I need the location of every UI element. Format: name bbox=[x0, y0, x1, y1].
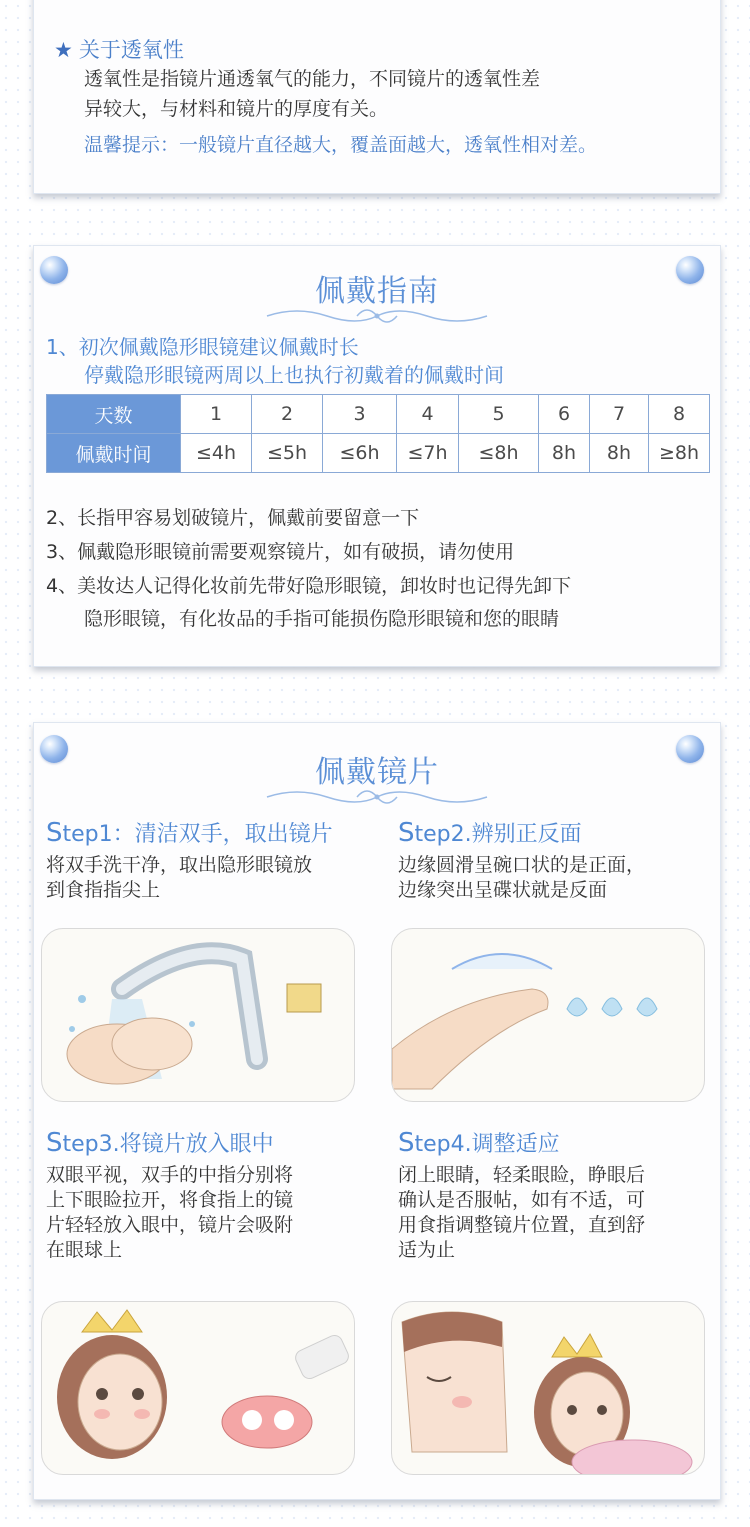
guide-point-1-line-2: 停戴隐形眼镜两周以上也执行初戴着的佩戴时间 bbox=[84, 363, 504, 387]
wearing-steps-card bbox=[33, 722, 721, 1500]
eye-adjust-image bbox=[392, 1302, 704, 1474]
step-1-text: 将双手洗干净，取出隐形眼镜放 到食指指尖上 bbox=[46, 854, 313, 901]
oxygen-heading-text: 关于透氧性 bbox=[78, 38, 184, 62]
table-cell-hours: ≤7h bbox=[397, 434, 459, 473]
oxygen-heading bbox=[54, 34, 184, 64]
table-cell-hours: ≥8h bbox=[649, 434, 710, 473]
table-cell-day: 4 bbox=[397, 395, 459, 434]
step-3-title: Step3.将镜片放入眼中 bbox=[46, 1128, 274, 1158]
finger-lens-image bbox=[392, 929, 704, 1101]
guide-point-3: 3、佩戴隐形眼镜前需要观察镜片，如有破损，请勿使用 bbox=[46, 541, 515, 563]
table-cell-hours: ≤5h bbox=[252, 434, 323, 473]
table-header-days: 天数 bbox=[47, 395, 181, 434]
step-4-text: 闭上眼睛，轻柔眼睑，睁眼后 确认是否服帖，如有不适，可 用食指调整镜片位置，直到舒 适为止 bbox=[398, 1164, 646, 1261]
step-3-text: 双眼平视，双手的中指分别将 上下眼睑拉开，将食指上的镜 片轻轻放入眼中，镜片会吸附 在眼球上 bbox=[46, 1164, 294, 1261]
table-cell-day: 3 bbox=[323, 395, 397, 434]
oxygen-tip: 温馨提示：一般镜片直径越大，覆盖面越大，透氧性相对差。 bbox=[84, 134, 598, 156]
table-cell-day: 5 bbox=[459, 395, 539, 434]
table-cell-hours: 8h bbox=[539, 434, 590, 473]
step-2-illustration bbox=[391, 928, 705, 1102]
table-cell-day: 8 bbox=[649, 395, 710, 434]
table-cell-hours: ≤4h bbox=[181, 434, 252, 473]
guide-title: 佩戴指南 bbox=[315, 274, 439, 309]
guide-point-4-line-1: 4、美妆达人记得化妆前先带好隐形眼镜，卸妆时也记得先卸下 bbox=[46, 575, 572, 597]
table-cell-hours: ≤6h bbox=[323, 434, 397, 473]
table-header-hours: 佩戴时间 bbox=[47, 434, 181, 473]
guide-point-1-line-1: 1、初次佩戴隐形眼镜建议佩戴时长 bbox=[46, 335, 359, 359]
step-1-title: Step1：清洁双手，取出镜片 bbox=[46, 818, 333, 848]
table-cell-hours: ≤8h bbox=[459, 434, 539, 473]
step-1-illustration bbox=[41, 928, 355, 1102]
wearing-title: 佩戴镜片 bbox=[315, 755, 439, 790]
oxygen-desc-line-1: 透氧性是指镜片通透氧气的能力，不同镜片的透氧性差 bbox=[84, 68, 541, 90]
title-flourish-icon bbox=[257, 785, 497, 809]
guide-point-2: 2、长指甲容易划破镜片，佩戴前要留意一下 bbox=[46, 507, 420, 529]
wear-time-table bbox=[46, 394, 710, 473]
lens-insertion-image bbox=[42, 1302, 354, 1474]
step-2-title: Step2.辨别正反面 bbox=[398, 818, 582, 848]
step-4-title: Step4.调整适应 bbox=[398, 1128, 560, 1158]
step-4-illustration bbox=[391, 1301, 705, 1475]
wearing-guide-card bbox=[33, 245, 721, 667]
oxygen-desc-line-2: 异较大，与材料和镜片的厚度有关。 bbox=[84, 98, 389, 120]
title-flourish-icon bbox=[257, 304, 497, 328]
table-cell-day: 6 bbox=[539, 395, 590, 434]
star-icon: ★ bbox=[54, 38, 73, 62]
table-cell-hours: 8h bbox=[590, 434, 649, 473]
table-cell-day: 7 bbox=[590, 395, 649, 434]
step-3-illustration bbox=[41, 1301, 355, 1475]
hand-washing-image bbox=[42, 929, 354, 1101]
table-row-hours bbox=[47, 434, 710, 473]
step-2-text: 边缘圆滑呈碗口状的是正面， 边缘突出呈碟状就是反面 bbox=[398, 854, 646, 901]
oxygen-info-card bbox=[33, 0, 721, 194]
table-cell-day: 2 bbox=[252, 395, 323, 434]
table-row-days bbox=[47, 395, 710, 434]
guide-point-4-line-2: 隐形眼镜，有化妆品的手指可能损伤隐形眼镜和您的眼睛 bbox=[84, 608, 560, 630]
table-cell-day: 1 bbox=[181, 395, 252, 434]
